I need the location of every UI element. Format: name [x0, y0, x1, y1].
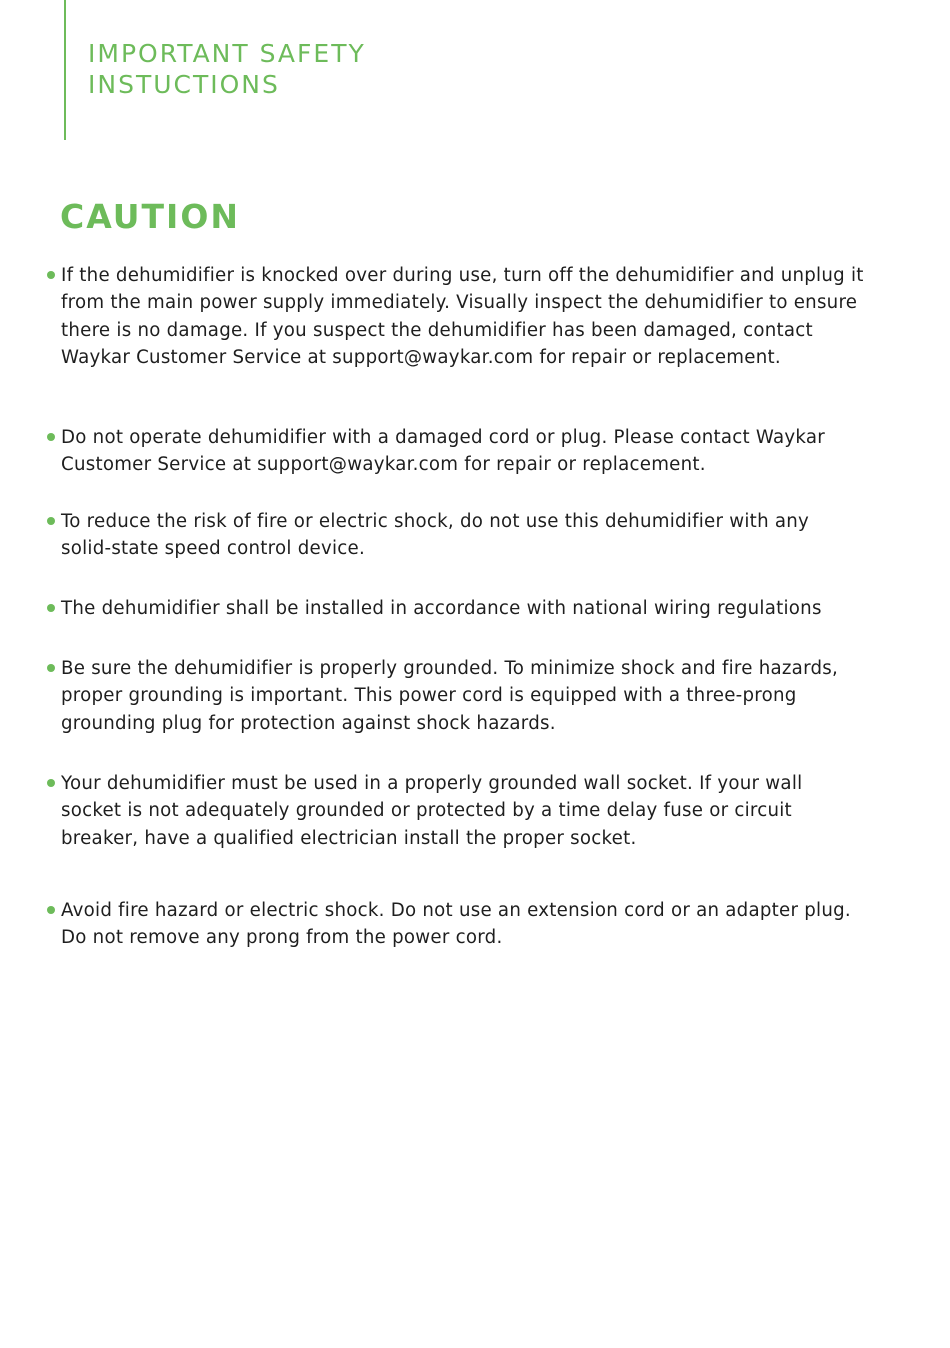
caution-item-line: Be sure the dehumidifier is properly grounded. To minimize shock and fire hazards, [61, 658, 839, 679]
caution-item-line: If the dehumidifier is knocked over during use, turn off the dehumidifier and unplug it [61, 265, 864, 286]
caution-item-text [61, 595, 902, 622]
caution-item-speed-control [46, 508, 902, 563]
caution-item-line: breaker, have a qualified electrician install the proper socket. [61, 827, 637, 849]
caution-item-line: proper grounding is important. This power cord is equipped with a three-prong [61, 685, 797, 707]
bullet-dot-icon [47, 906, 55, 914]
caution-item-line: Waykar Customer Service at support@waykar.com for repair or replacement. [61, 346, 781, 368]
bullet-dot-icon [47, 664, 55, 672]
caution-item-line: socket is not adequately grounded or protected by a time delay fuse or circuit [61, 800, 792, 822]
bullet-dot-icon [47, 779, 55, 787]
caution-item-wall-socket [46, 770, 902, 852]
caution-item-knocked-over [46, 262, 902, 371]
caution-item-line: The dehumidifier shall be installed in accordance with national wiring regulations [61, 598, 822, 619]
bullet-dot-icon [47, 517, 55, 525]
caution-item-text [61, 770, 902, 852]
caution-item-line: To reduce the risk of fire or electric shock, do not use this dehumidifier with any [61, 511, 810, 532]
page-title [88, 38, 366, 100]
caution-item-line: Avoid fire hazard or electric shock. Do not use an extension cord or an adapter plug. [61, 900, 851, 921]
caution-item-wiring-regulations [46, 595, 902, 622]
caution-item-line: Do not remove any prong from the power cord. [61, 927, 503, 949]
caution-item-line: grounding plug for protection against shock hazards. [61, 712, 556, 734]
caution-heading: CAUTION [60, 197, 240, 236]
caution-item-line: Your dehumidifier must be used in a properly grounded wall socket. If your wall [61, 773, 803, 794]
caution-item-line: solid-state speed control device. [61, 538, 365, 560]
caution-item-text [61, 424, 902, 479]
caution-item-text [61, 508, 902, 563]
caution-item-extension-cord [46, 897, 902, 952]
bullet-dot-icon [47, 604, 55, 612]
caution-item-line: there is no damage. If you suspect the dehumidifier has been damaged, contact [61, 319, 813, 341]
caution-item-text [61, 262, 902, 371]
caution-item-line: Do not operate dehumidifier with a damaged cord or plug. Please contact Waykar [61, 427, 825, 448]
bullet-dot-icon [47, 271, 55, 279]
caution-item-line: from the main power supply immediately. Visually inspect the dehumidifier to ensure [61, 292, 858, 314]
caution-item-line: Customer Service at support@waykar.com for repair or replacement. [61, 454, 706, 476]
page-title-line-2: INSTUCTIONS [88, 70, 280, 99]
caution-item-text [61, 655, 902, 737]
caution-item-text [61, 897, 902, 952]
header-accent-rule [64, 0, 66, 140]
caution-item-grounded [46, 655, 902, 737]
page-title-line-1: IMPORTANT SAFETY [88, 39, 366, 68]
bullet-dot-icon [47, 433, 55, 441]
caution-item-damaged-cord [46, 424, 902, 479]
